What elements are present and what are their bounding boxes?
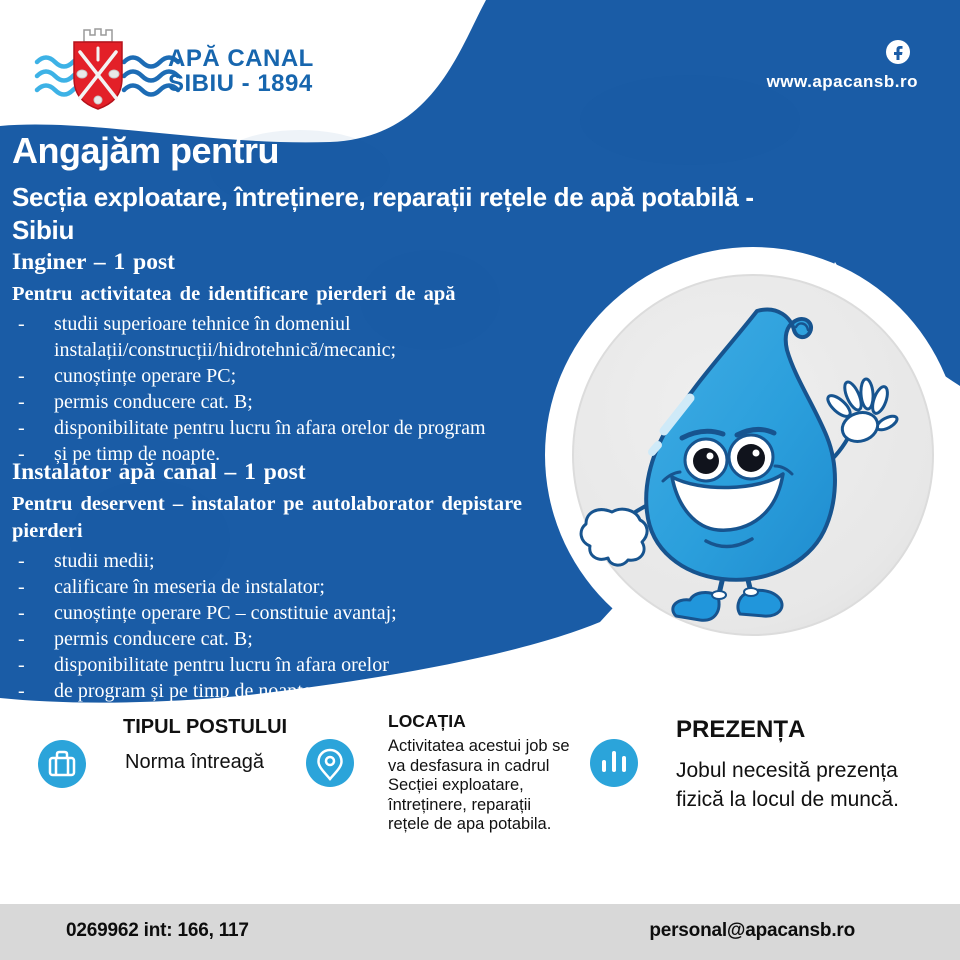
list-item: - disponibilitate pentru lucru în afara orelor bbox=[18, 654, 389, 676]
job-intro-line: Pentru activitatea de identificare pierderi de apă bbox=[12, 283, 456, 305]
footer-phone: 0269962 int: 166, 117 bbox=[66, 920, 249, 941]
list-item: - cunoștințe operare PC; bbox=[18, 365, 237, 387]
job-title: Instalator apă canal – 1 post bbox=[12, 459, 306, 485]
job-requirements-list bbox=[12, 311, 652, 467]
job-intro-line: pierderi bbox=[12, 520, 83, 542]
hero-subtitle: Secția exploatare, întreținere, reparații rețele de apă potabilă - Sibiu bbox=[12, 182, 754, 245]
logo-crown bbox=[84, 29, 112, 42]
job-requirements-list bbox=[12, 548, 652, 704]
job-intro-line: Pentru deservent – instalator pe autolaborator depistare bbox=[12, 493, 522, 515]
list-item: instalații/construcții/hidrotehnică/mecanic; bbox=[54, 339, 397, 361]
presence-title: PREZENȚA bbox=[676, 716, 806, 743]
list-item: - de program și pe timp de noapte. bbox=[18, 680, 317, 702]
company-logo-wordmark bbox=[168, 47, 314, 97]
list-item: - cunoștințe operare PC – constituie avantaj; bbox=[18, 602, 397, 624]
job-type-value: Norma întreagă bbox=[125, 751, 264, 773]
list-item: - calificare în meseria de instalator; bbox=[18, 576, 325, 598]
company-logo-art bbox=[37, 29, 178, 109]
footer-bar bbox=[0, 904, 960, 960]
location-text: Activitatea acestui job se va desfasura in cadrul Secției exploatare, întreținere, reparații rețele de apa potabila. bbox=[388, 737, 570, 833]
list-item: - și pe timp de noapte. bbox=[18, 443, 221, 465]
hero-title: Angajăm pentru bbox=[12, 130, 280, 171]
logo-line1: APĂ CANAL bbox=[168, 45, 314, 72]
list-item: - disponibilitate pentru lucru în afara orelor de program bbox=[18, 417, 486, 439]
job-section-instalator bbox=[12, 459, 652, 704]
job-section-inginer bbox=[12, 249, 652, 467]
location-title: LOCAȚIA bbox=[388, 711, 466, 731]
presence-text: Jobul necesită prezența fizică la locul de muncă. bbox=[676, 759, 899, 811]
briefcase-icon bbox=[38, 740, 86, 788]
list-item: - permis conducere cat. B; bbox=[18, 391, 253, 413]
list-item: - studii medii; bbox=[18, 550, 155, 572]
job-title: Inginer – 1 post bbox=[12, 249, 175, 275]
footer-email[interactable]: personal@apacansb.ro bbox=[649, 920, 855, 941]
website-link[interactable]: www.apacansb.ro bbox=[766, 72, 918, 91]
job-type-title: TIPUL POSTULUI bbox=[123, 716, 288, 738]
list-item: - permis conducere cat. B; bbox=[18, 628, 253, 650]
facebook-icon[interactable] bbox=[886, 40, 910, 64]
logo-line2: SIBIU - 1894 bbox=[168, 69, 313, 97]
location-pin-icon bbox=[306, 739, 354, 787]
list-item: - studii superioare tehnice în domeniul bbox=[18, 313, 351, 335]
bar-chart-icon bbox=[590, 739, 638, 787]
